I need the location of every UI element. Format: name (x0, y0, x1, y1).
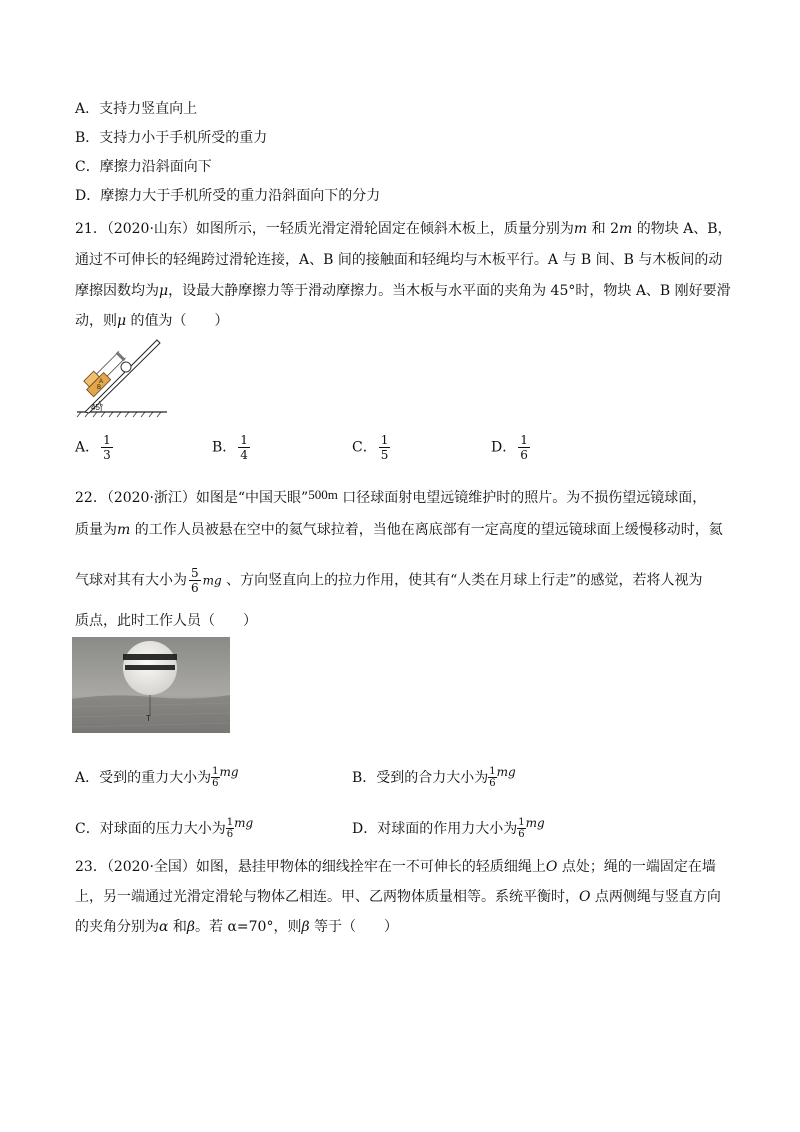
q21-line-4: 动，则μ 的值为（ ） (75, 313, 229, 329)
telescope-balloon-photo (72, 637, 230, 733)
q21-line-3: 摩擦因数均为μ，设最大静摩擦力等于滑动摩擦力。当木板与水平面的夹角为 45°时，物块 A、B 刚好要滑 (75, 283, 731, 299)
q22-line-2: 质量为m 的工作人员被悬在空中的氦气球拉着，当他在离底部有一定高度的望远镜球面上缓慢移动时，氦 (75, 522, 723, 538)
q23-line-3: 的夹角分别为α 和β。若 α=70°，则β 等于（ ） (75, 919, 399, 935)
q20-option-b: B．支持力小于手机所受的重力 (75, 130, 268, 146)
fraction: $\frac{1}{6}$ (226, 817, 234, 840)
q21-line-2: 通过不可伸长的轻绳跨过滑轮连接，A、B 间的接触面和轻绳均与木板平行。A 与 B 间、B 与木板间的动 (75, 252, 723, 268)
incline-pulley-figure (75, 336, 170, 418)
q21-option-a: A． $\frac{1}{3}$ (75, 433, 111, 462)
q21-line-1: 21．（2020·山东）如图所示，一轻质光滑定滑轮固定在倾斜木板上，质量分别为m 和 2m 的物块 A、B， (75, 221, 732, 237)
q22-option-d: D．对球面的作用力大小为 $\frac{1}{6}$ mg (352, 816, 545, 840)
q21-option-c: C． $\frac{1}{5}$ (352, 433, 389, 462)
q22-line-4: 质点，此时工作人员（ ） (75, 613, 257, 629)
pulley-shape (121, 362, 131, 372)
fraction: $\frac{1}{6}$ (520, 433, 528, 462)
q22-option-b: B．受到的合力大小为 $\frac{1}{6}$ mg (352, 765, 516, 789)
q20-option-d: D．摩擦力大于手机所受的重力沿斜面向下的分力 (75, 188, 381, 204)
q20-option-a: A．支持力竖直向上 (75, 101, 198, 117)
fraction: $\frac{1}{4}$ (240, 433, 248, 462)
angle-label: 45° (91, 403, 104, 412)
q21-option-b: B． $\frac{1}{4}$ (212, 433, 248, 462)
q23-line-1: 23．（2020·全国）如图，悬挂甲物体的细线拴牢在一不可伸长的轻质细绳上O 点处；绳的一端固定在墙 (75, 859, 716, 875)
fraction: $\frac{1}{6}$ (212, 766, 219, 789)
block-a-label: A (99, 379, 104, 385)
worker-figure: T (146, 714, 151, 723)
fraction: $\frac{5}{6}$ (191, 566, 199, 595)
q20-option-c: C．摩擦力沿斜面向下 (75, 159, 212, 175)
q22-option-a: A．受到的重力大小为 $\frac{1}{6}$ mg (75, 765, 239, 789)
block-b-label: B (97, 385, 102, 391)
q23-line-2: 上，另一端通过光滑定滑轮与物体乙相连。甲、乙两物体质量相等。系统平衡时，O 点两侧绳与竖直方向 (75, 889, 721, 905)
q22-line-3: 气球对其有大小为 $\frac{5}{6}$ mg 、方向竖直向上的拉力作用，使其有“人类在月球上行走”的感觉，若将人视为 (75, 566, 703, 595)
fraction: $\frac{1}{5}$ (380, 433, 389, 462)
q22-line-1: 22．（2020·浙江）如图是“中国天眼”500m 口径球面射电望远镜维护时的照片。为不损伤望远镜球面， (75, 487, 707, 506)
fraction: $\frac{1}{6}$ (518, 817, 525, 840)
fraction: $\frac{1}{6}$ (489, 766, 496, 789)
q21-option-d: D． $\frac{1}{6}$ (491, 433, 528, 462)
q22-option-c: C．对球面的压力大小为 $\frac{1}{6}$ mg (75, 816, 254, 840)
fraction: $\frac{1}{3}$ (103, 433, 111, 462)
